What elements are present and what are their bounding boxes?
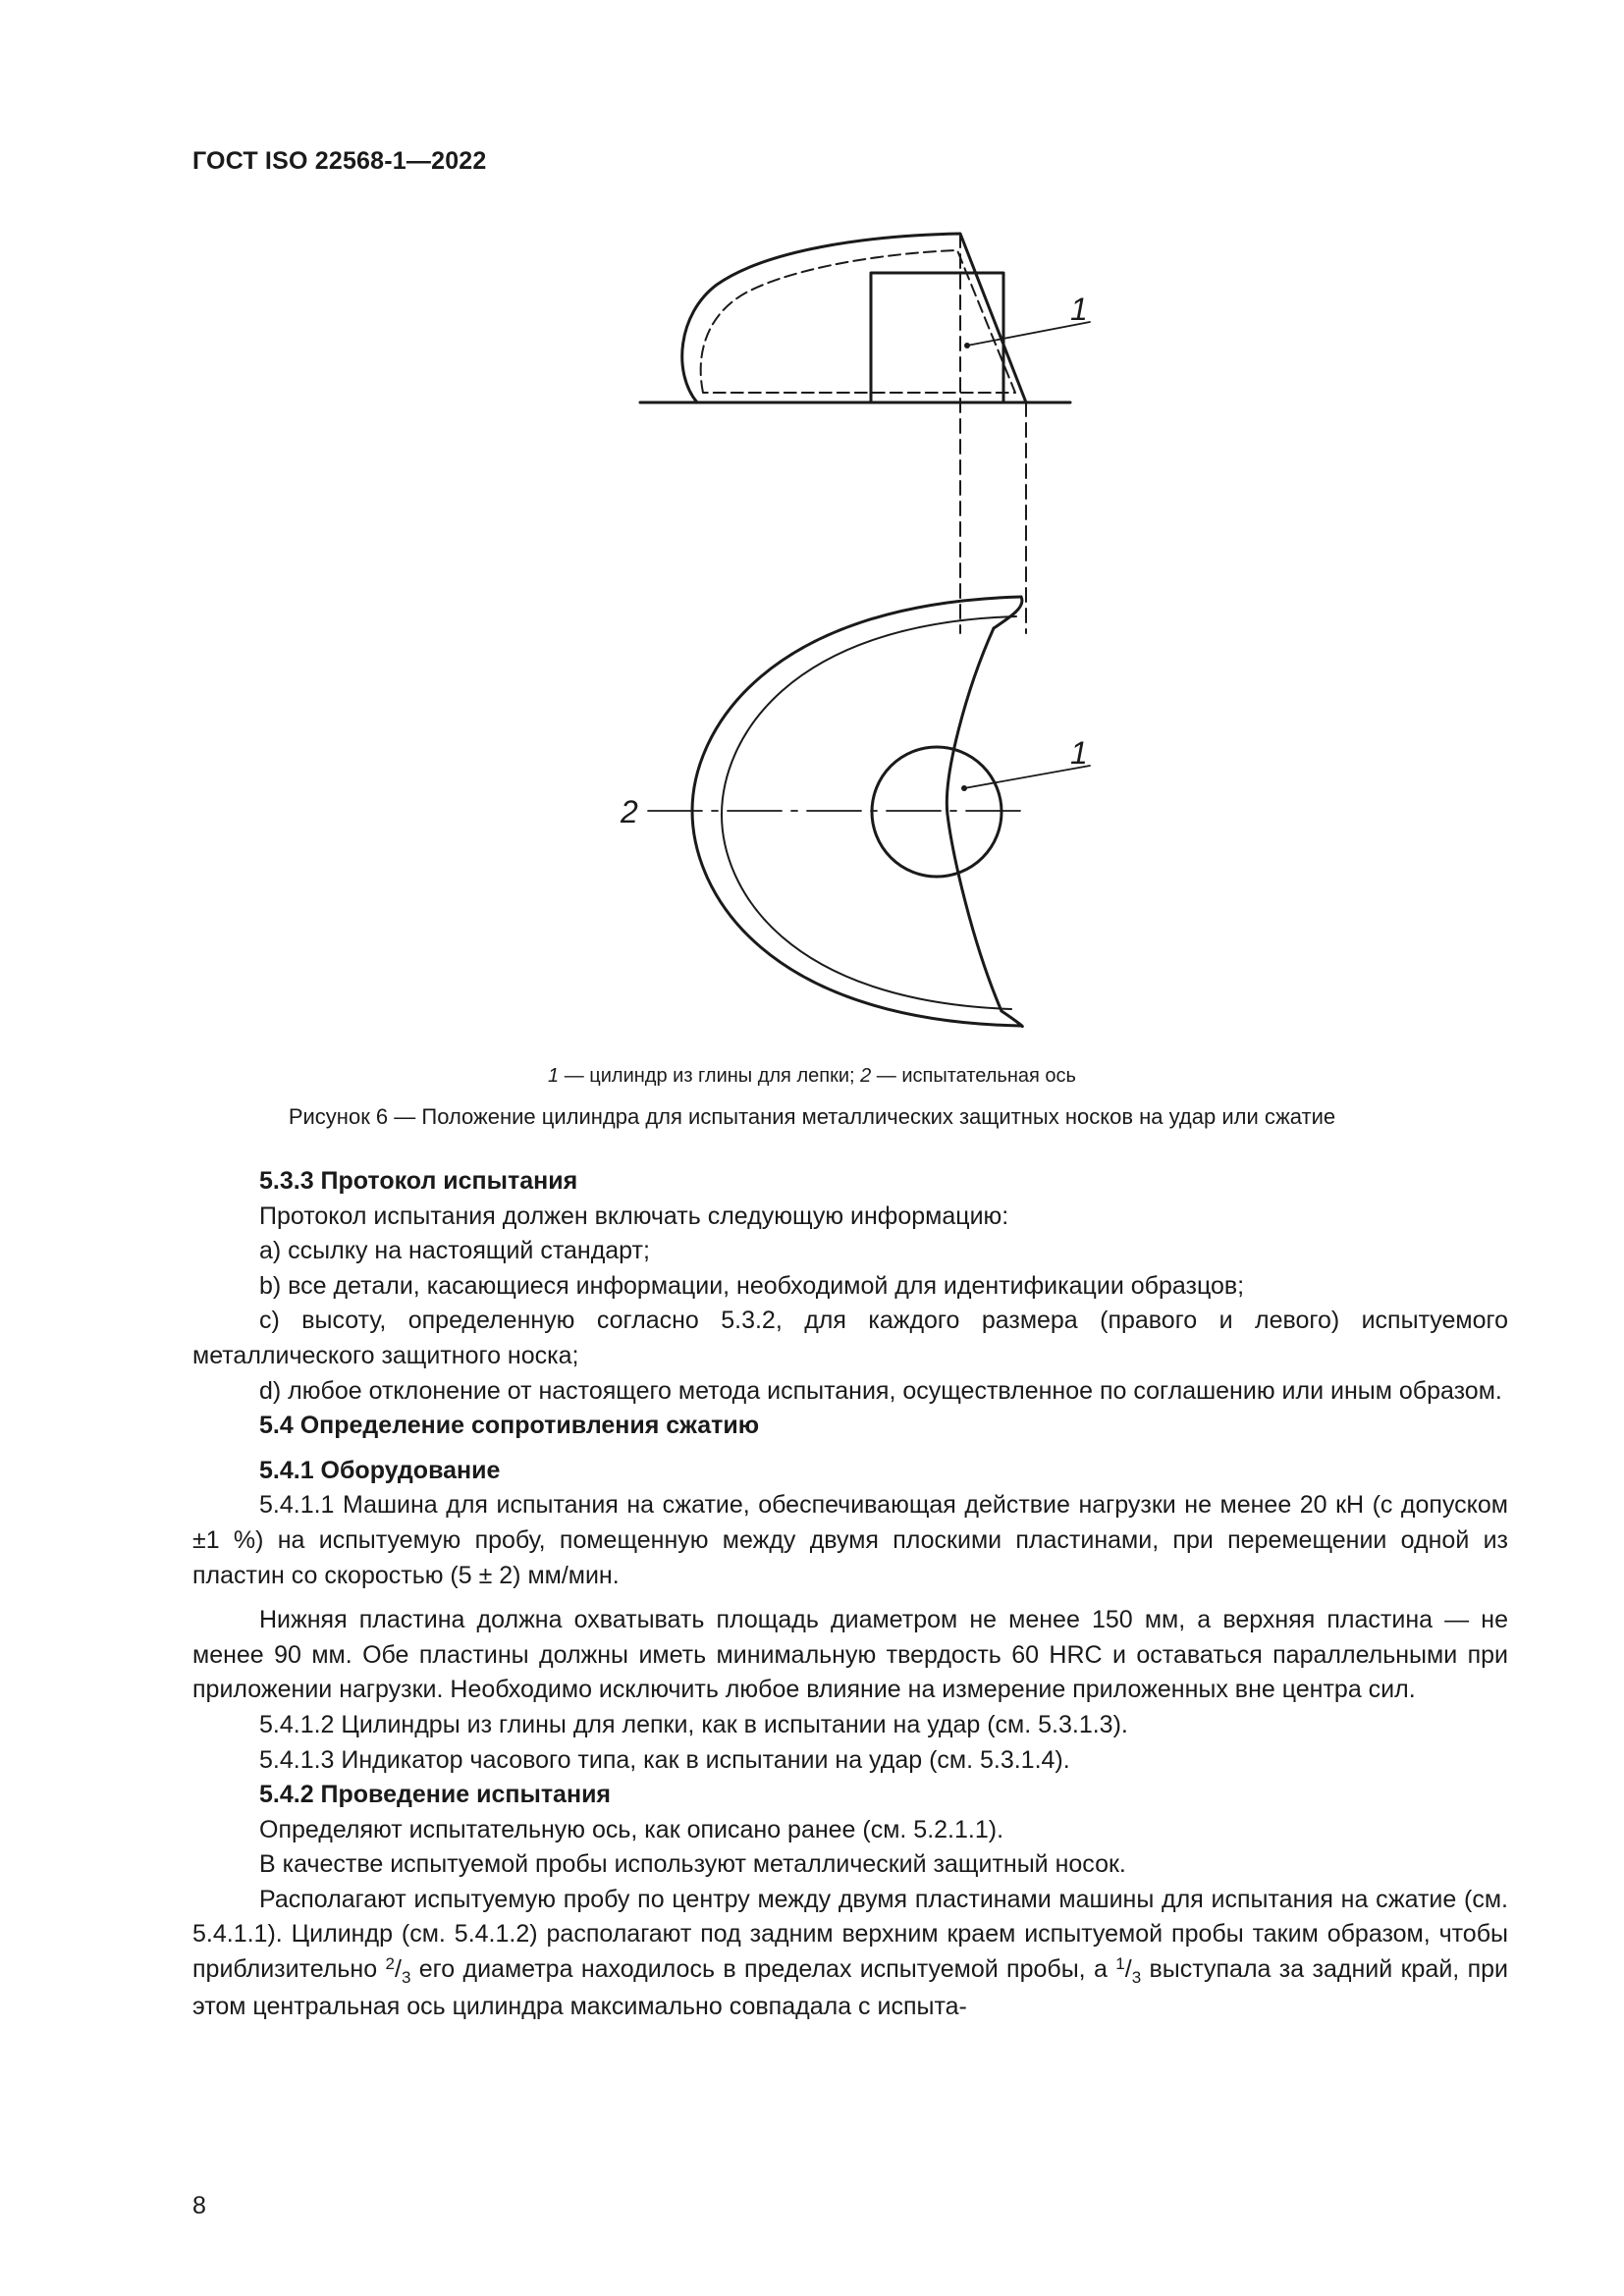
figure-caption: Рисунок 6 — Положение цилиндра для испытания металлических защитных носков на удар или сжатие: [288, 1104, 1336, 1129]
body-text: [192, 1164, 1508, 2024]
leader-dot-bottom: [961, 785, 967, 791]
figure-label-1-bottom: 1: [1070, 735, 1088, 771]
paragraph-5-4-1-1: 5.4.1.1 Машина для испытания на сжатие, обеспечивающая действие нагрузки не менее 20 кН (с допуском ±1 %) на испытуемую пробу, помещенную между двумя плоскими пластинами, при перемещении одной из пластин со скоростью (5 ± 2) мм/мин.: [192, 1491, 1508, 1589]
toe-cap-back-edge: [947, 628, 1001, 1011]
paragraph: Протокол испытания должен включать следующую информацию:: [259, 1201, 1009, 1230]
paragraph: В качестве испытуемой пробы используют металлический защитный носок.: [259, 1850, 1126, 1879]
section-heading-5-4-2: 5.4.2 Проведение испытания: [259, 1781, 612, 1809]
list-item-d: d) любое отклонение от настоящего метода испытания, осуществленное по соглашению или иным образом.: [259, 1376, 1502, 1405]
section-heading-5-3-3: 5.3.3 Протокол испытания: [259, 1167, 578, 1195]
paragraph-5-4-1-2: 5.4.1.2 Цилиндры из глины для лепки, как в испытании на удар (см. 5.3.1.3).: [259, 1710, 1128, 1738]
section-heading-5-4-1: 5.4.1 Оборудование: [259, 1456, 501, 1484]
section-heading-5-4: 5.4 Определение сопротивления сжатию: [259, 1412, 760, 1440]
list-item-b: b) все детали, касающиеся информации, необходимой для идентификации образцов;: [259, 1271, 1245, 1300]
list-item-a: a) ссылку на настоящий стандарт;: [259, 1237, 650, 1265]
list-item-c: c) высоту, определенную согласно 5.3.2, для каждого размера (правого и левого) испытуемого металлического защитного носка;: [192, 1307, 1508, 1369]
paragraph: Определяют испытательную ось, как описано ранее (см. 5.2.1.1).: [259, 1815, 1004, 1843]
clay-cylinder-plan: [872, 747, 1001, 877]
paragraph-5-4-1-3: 5.4.1.3 Индикатор часового типа, как в испытании на удар (см. 5.3.1.4).: [259, 1745, 1070, 1774]
toe-cap-top-end: [994, 597, 1022, 628]
document-header: ГОСТ ISO 22568-1—2022: [192, 147, 487, 175]
page-number: 8: [192, 2192, 206, 2219]
figure-label-1-top: 1: [1070, 292, 1088, 327]
paragraph-positioning: Располагают испытуемую пробу по центру между двумя пластинами машины для испытания на сжатие (см. 5.4.1.1). Цилиндр (см. 5.4.1.2) располагают под задним верхним краем испытуемой пробы таким образом, чтобы приблизительно $^2/_3$ его диаметра находилось в пределах испытуемой пробы, а $^1/_3$ выступала за задний край, при этом центральная ось цилиндра максимально совпадала с испыта-: [192, 1885, 1509, 2020]
figure-6-diagram: [0, 0, 1624, 1060]
figure-label-2: 2: [621, 794, 638, 829]
leader-dot-top: [964, 343, 970, 348]
toe-cap-outline: [682, 234, 1026, 402]
figure-legend: 1 — цилиндр из глины для лепки; 2 — испытательная ось: [548, 1065, 1076, 1087]
paragraph-plates: Нижняя пластина должна охватывать площадь диаметром не менее 150 мм, а верхняя пластина — не менее 90 мм. Обе пластины должны иметь минимальную твердость 60 HRC и оставаться параллельными при приложении нагрузки. Необходимо исключить любое влияние на измерение приложенных вне центра сил.: [192, 1606, 1508, 1704]
